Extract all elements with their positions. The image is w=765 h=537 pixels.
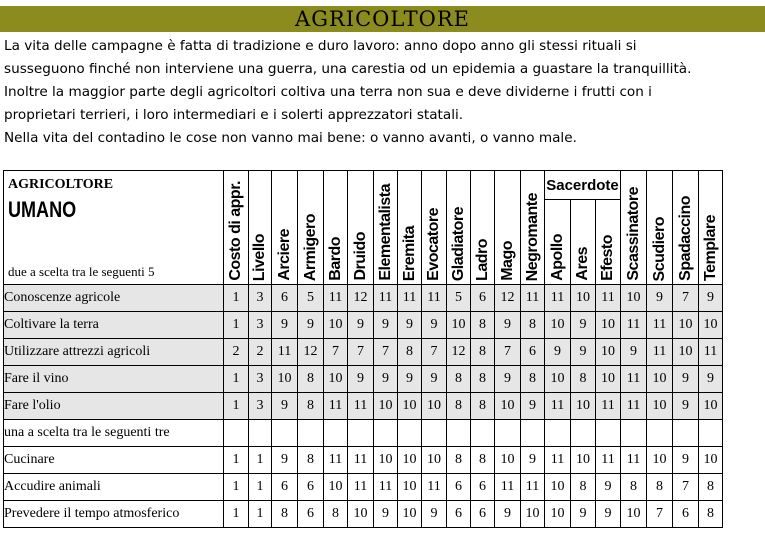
column-header (348, 171, 374, 285)
table-cell: 9 (699, 366, 723, 393)
table-cell: 1 (224, 447, 249, 474)
row-label: Accudire animali (4, 474, 224, 501)
table-cell: 10 (647, 447, 673, 474)
table-cell: 11 (647, 312, 673, 339)
table-cell: 10 (571, 447, 596, 474)
table-cell: 1 (224, 393, 249, 420)
table-cell: 6 (471, 474, 495, 501)
table-cell: 11 (545, 393, 571, 420)
table-cell: 11 (545, 285, 571, 312)
column-header (621, 171, 647, 285)
column-header (495, 171, 521, 285)
row-label: Coltivare la terra (4, 312, 224, 339)
page-title: AGRICOLTORE (295, 7, 470, 31)
row-label: Utilizzare attrezzi agricoli (4, 339, 224, 366)
table-cell: 3 (249, 312, 272, 339)
column-header (249, 171, 272, 285)
section-label: una a scelta tra le seguenti tre (4, 420, 224, 447)
table-cell: 3 (249, 285, 272, 312)
table-cell: 9 (571, 339, 596, 366)
table-cell: 10 (699, 447, 723, 474)
table-cell: 11 (621, 393, 647, 420)
table-cell: 9 (348, 312, 374, 339)
table-cell: 9 (545, 339, 571, 366)
table-cell: 7 (495, 339, 521, 366)
column-header-label: Mago (498, 241, 516, 281)
table-cell: 9 (621, 339, 647, 366)
table-cell: 9 (374, 312, 398, 339)
intro-text (4, 35, 764, 150)
column-header-label: Bardo (326, 237, 344, 281)
table-cell: 11 (596, 447, 621, 474)
table-cell: 10 (422, 447, 447, 474)
table-cell: 7 (673, 285, 699, 312)
table-cell: 10 (621, 285, 647, 312)
empty-cell (224, 420, 249, 447)
table-row (4, 312, 723, 339)
skills-table (3, 170, 723, 528)
table-row (4, 339, 723, 366)
column-group-sacerdote: Sacerdote (545, 171, 621, 200)
table-cell: 10 (545, 366, 571, 393)
table-cell: 8 (699, 474, 723, 501)
table-cell: 1 (249, 474, 272, 501)
empty-cell (422, 420, 447, 447)
empty-cell (298, 420, 324, 447)
table-cell: 9 (495, 501, 521, 528)
table-cell: 10 (447, 312, 471, 339)
table-cell: 6 (272, 474, 298, 501)
table-cell: 11 (621, 312, 647, 339)
table-cell: 11 (324, 393, 348, 420)
table-cell: 8 (471, 366, 495, 393)
column-header (324, 171, 348, 285)
column-header-label: Ladro (473, 239, 491, 281)
table-cell: 2 (224, 339, 249, 366)
table-cell: 6 (673, 501, 699, 528)
column-header (699, 171, 723, 285)
table-cell: 10 (521, 501, 545, 528)
empty-cell (324, 420, 348, 447)
column-header-label: Druido (351, 232, 369, 281)
table-cell: 10 (699, 312, 723, 339)
table-cell: 10 (571, 393, 596, 420)
table-cell: 8 (447, 393, 471, 420)
column-header (545, 200, 571, 285)
table-cell: 10 (596, 312, 621, 339)
table-cell: 11 (422, 285, 447, 312)
table-cell: 1 (224, 501, 249, 528)
table-cell: 8 (298, 393, 324, 420)
table-cell: 9 (673, 366, 699, 393)
empty-cell (348, 420, 374, 447)
table-cell: 8 (298, 447, 324, 474)
corner-class-label: AGRICOLTORE (8, 177, 114, 192)
column-header-label: Gladiatore (449, 206, 467, 281)
table-cell: 9 (571, 312, 596, 339)
intro-line: susseguono finché non interviene una guerra, una carestia od un epidemia a guastare la tranquillità. (4, 61, 692, 77)
table-row (4, 393, 723, 420)
table-cell: 9 (422, 366, 447, 393)
table-cell: 3 (249, 366, 272, 393)
table-cell: 11 (621, 447, 647, 474)
empty-cell (647, 420, 673, 447)
table-cell: 9 (422, 312, 447, 339)
table-cell: 10 (596, 366, 621, 393)
column-header-label: Costo di appr. (227, 181, 244, 281)
table-cell: 8 (521, 366, 545, 393)
column-header-label: Scudiero (650, 216, 668, 281)
table-cell: 9 (673, 393, 699, 420)
empty-cell (249, 420, 272, 447)
table-cell: 8 (298, 366, 324, 393)
table-cell: 6 (272, 285, 298, 312)
table-cell: 11 (348, 474, 374, 501)
table-cell: 12 (348, 285, 374, 312)
table-cell: 8 (447, 447, 471, 474)
empty-cell (673, 420, 699, 447)
table-cell: 8 (471, 447, 495, 474)
row-label: Fare l'olio (4, 393, 224, 420)
column-header (447, 171, 471, 285)
table-cell: 9 (398, 366, 422, 393)
column-header (647, 171, 673, 285)
table-cell: 12 (447, 339, 471, 366)
table-cell: 10 (571, 285, 596, 312)
column-header (224, 171, 249, 285)
table-cell: 11 (545, 447, 571, 474)
empty-cell (596, 420, 621, 447)
table-cell: 10 (647, 393, 673, 420)
table-cell: 7 (422, 339, 447, 366)
table-cell: 12 (298, 339, 324, 366)
intro-line: La vita delle campagne è fatta di tradizione e duro lavoro: anno dopo anno gli stessi rituali si (4, 38, 637, 54)
table-cell: 6 (521, 339, 545, 366)
table-cell: 6 (471, 285, 495, 312)
table-cell: 9 (571, 501, 596, 528)
table-cell: 7 (647, 501, 673, 528)
table-row (4, 474, 723, 501)
column-header-label: Negromante (523, 192, 541, 281)
table-row (4, 285, 723, 312)
table-cell: 10 (545, 312, 571, 339)
table-cell: 7 (324, 339, 348, 366)
title-bar (0, 6, 765, 32)
column-header (571, 200, 596, 285)
table-cell: 10 (621, 501, 647, 528)
table-cell: 8 (647, 474, 673, 501)
table-cell: 1 (224, 366, 249, 393)
column-header (398, 171, 422, 285)
table-cell: 10 (545, 474, 571, 501)
table-cell: 11 (596, 285, 621, 312)
table-cell: 10 (647, 366, 673, 393)
column-header (521, 171, 545, 285)
table-row (4, 501, 723, 528)
table-cell: 9 (298, 312, 324, 339)
empty-cell (398, 420, 422, 447)
table-cell: 1 (224, 474, 249, 501)
corner-race-label: UMANO (8, 197, 77, 222)
column-header (596, 200, 621, 285)
table-cell: 9 (398, 312, 422, 339)
table-cell: 11 (647, 339, 673, 366)
table-cell: 9 (647, 285, 673, 312)
table-cell: 10 (699, 393, 723, 420)
column-header-label: Elementalista (376, 184, 394, 281)
table-cell: 9 (374, 366, 398, 393)
column-header-label: Efesto (599, 235, 616, 281)
table-cell: 1 (224, 312, 249, 339)
table-cell: 1 (249, 501, 272, 528)
table-cell: 10 (324, 366, 348, 393)
table-cell: 10 (495, 393, 521, 420)
table-cell: 10 (398, 447, 422, 474)
row-label: Conoscenze agricole (4, 285, 224, 312)
table-cell: 9 (521, 393, 545, 420)
row-label: Prevedere il tempo atmosferico (4, 501, 224, 528)
table-cell: 11 (374, 474, 398, 501)
table-cell: 10 (398, 474, 422, 501)
table-cell: 11 (521, 285, 545, 312)
table-cell: 8 (471, 339, 495, 366)
table-cell: 10 (545, 501, 571, 528)
table-cell: 8 (471, 393, 495, 420)
table-cell: 10 (495, 447, 521, 474)
table-cell: 7 (374, 339, 398, 366)
table-cell: 10 (673, 312, 699, 339)
table-row (4, 447, 723, 474)
table-cell: 9 (596, 501, 621, 528)
table-cell: 11 (521, 474, 545, 501)
table-cell: 6 (471, 501, 495, 528)
table-cell: 9 (699, 285, 723, 312)
empty-cell (471, 420, 495, 447)
table-cell: 10 (398, 393, 422, 420)
table-cell: 9 (272, 447, 298, 474)
table-cell: 9 (495, 366, 521, 393)
table-cell: 9 (272, 393, 298, 420)
table-cell: 10 (374, 447, 398, 474)
table-cell: 11 (621, 366, 647, 393)
column-header-label: Armigero (301, 213, 319, 281)
table-cell: 6 (447, 501, 471, 528)
empty-cell (571, 420, 596, 447)
table-cell: 2 (249, 339, 272, 366)
table-corner (4, 171, 224, 285)
table-cell: 3 (249, 393, 272, 420)
empty-cell (545, 420, 571, 447)
table-cell: 5 (298, 285, 324, 312)
table-cell: 9 (673, 447, 699, 474)
table-cell: 11 (398, 285, 422, 312)
column-header-label: Scassinatore (624, 187, 642, 281)
table-cell: 5 (447, 285, 471, 312)
table-cell: 8 (699, 501, 723, 528)
table-cell: 10 (324, 474, 348, 501)
column-header-label: Templare (701, 215, 719, 281)
table-cell: 9 (422, 501, 447, 528)
table-cell: 9 (495, 312, 521, 339)
table-cell: 8 (398, 339, 422, 366)
intro-line: proprietari terrieri, i loro intermediari e i solerti apprezzatori statali. (4, 107, 464, 123)
table-cell: 9 (272, 312, 298, 339)
table-cell: 8 (272, 501, 298, 528)
column-header (272, 171, 298, 285)
table-cell: 11 (699, 339, 723, 366)
column-header-label: Arciere (275, 229, 293, 281)
table-cell: 8 (324, 501, 348, 528)
row-label: Cucinare (4, 447, 224, 474)
table-cell: 11 (422, 474, 447, 501)
table-cell: 10 (272, 366, 298, 393)
column-header-label: Eremita (400, 225, 418, 281)
column-header-label: Apollo (548, 234, 566, 281)
table-cell: 8 (621, 474, 647, 501)
table-cell: 11 (348, 447, 374, 474)
table-cell: 10 (422, 393, 447, 420)
table-cell: 1 (224, 285, 249, 312)
table-cell: 11 (348, 393, 374, 420)
column-header (374, 171, 398, 285)
table-cell: 8 (571, 366, 596, 393)
column-header (673, 171, 699, 285)
table-cell: 10 (673, 339, 699, 366)
table-cell: 10 (398, 501, 422, 528)
table-cell: 8 (447, 366, 471, 393)
empty-cell (621, 420, 647, 447)
table-cell: 9 (596, 474, 621, 501)
table-cell: 11 (495, 474, 521, 501)
section-row (4, 420, 723, 447)
table-cell: 10 (324, 312, 348, 339)
column-header-label: Spadaccino (676, 196, 694, 281)
table-cell: 11 (596, 393, 621, 420)
table-cell: 6 (447, 474, 471, 501)
table-cell: 9 (374, 501, 398, 528)
table-cell: 11 (374, 285, 398, 312)
table-cell: 8 (521, 312, 545, 339)
table-cell: 11 (324, 285, 348, 312)
row-label: Fare il vino (4, 366, 224, 393)
column-header-label: Evocatore (425, 208, 442, 281)
empty-cell (447, 420, 471, 447)
table-cell: 9 (521, 447, 545, 474)
table-cell: 6 (298, 501, 324, 528)
intro-line: Inoltre la maggior parte degli agricoltori coltiva una terra non sua e deve dividerne i frutti con i (4, 84, 652, 100)
table-cell: 7 (348, 339, 374, 366)
empty-cell (521, 420, 545, 447)
table-cell: 10 (374, 393, 398, 420)
column-header-label: Ares (574, 247, 591, 281)
table-cell: 10 (596, 339, 621, 366)
table-cell: 1 (249, 447, 272, 474)
column-header (422, 171, 447, 285)
empty-cell (374, 420, 398, 447)
table-cell: 9 (348, 366, 374, 393)
column-header-label: Livello (251, 233, 268, 281)
empty-cell (699, 420, 723, 447)
column-header (298, 171, 324, 285)
table-cell: 10 (348, 501, 374, 528)
table-cell: 12 (495, 285, 521, 312)
table-row (4, 366, 723, 393)
table-cell: 8 (571, 474, 596, 501)
corner-choice-note: due a scelta tra le seguenti 5 (8, 264, 155, 279)
column-header (471, 171, 495, 285)
intro-line: Nella vita del contadino le cose non vanno mai bene: o vanno avanti, o vanno male. (4, 130, 577, 146)
table-cell: 8 (471, 312, 495, 339)
empty-cell (495, 420, 521, 447)
table-cell: 11 (272, 339, 298, 366)
empty-cell (272, 420, 298, 447)
table-cell: 6 (298, 474, 324, 501)
table-cell: 11 (324, 447, 348, 474)
table-cell: 7 (673, 474, 699, 501)
